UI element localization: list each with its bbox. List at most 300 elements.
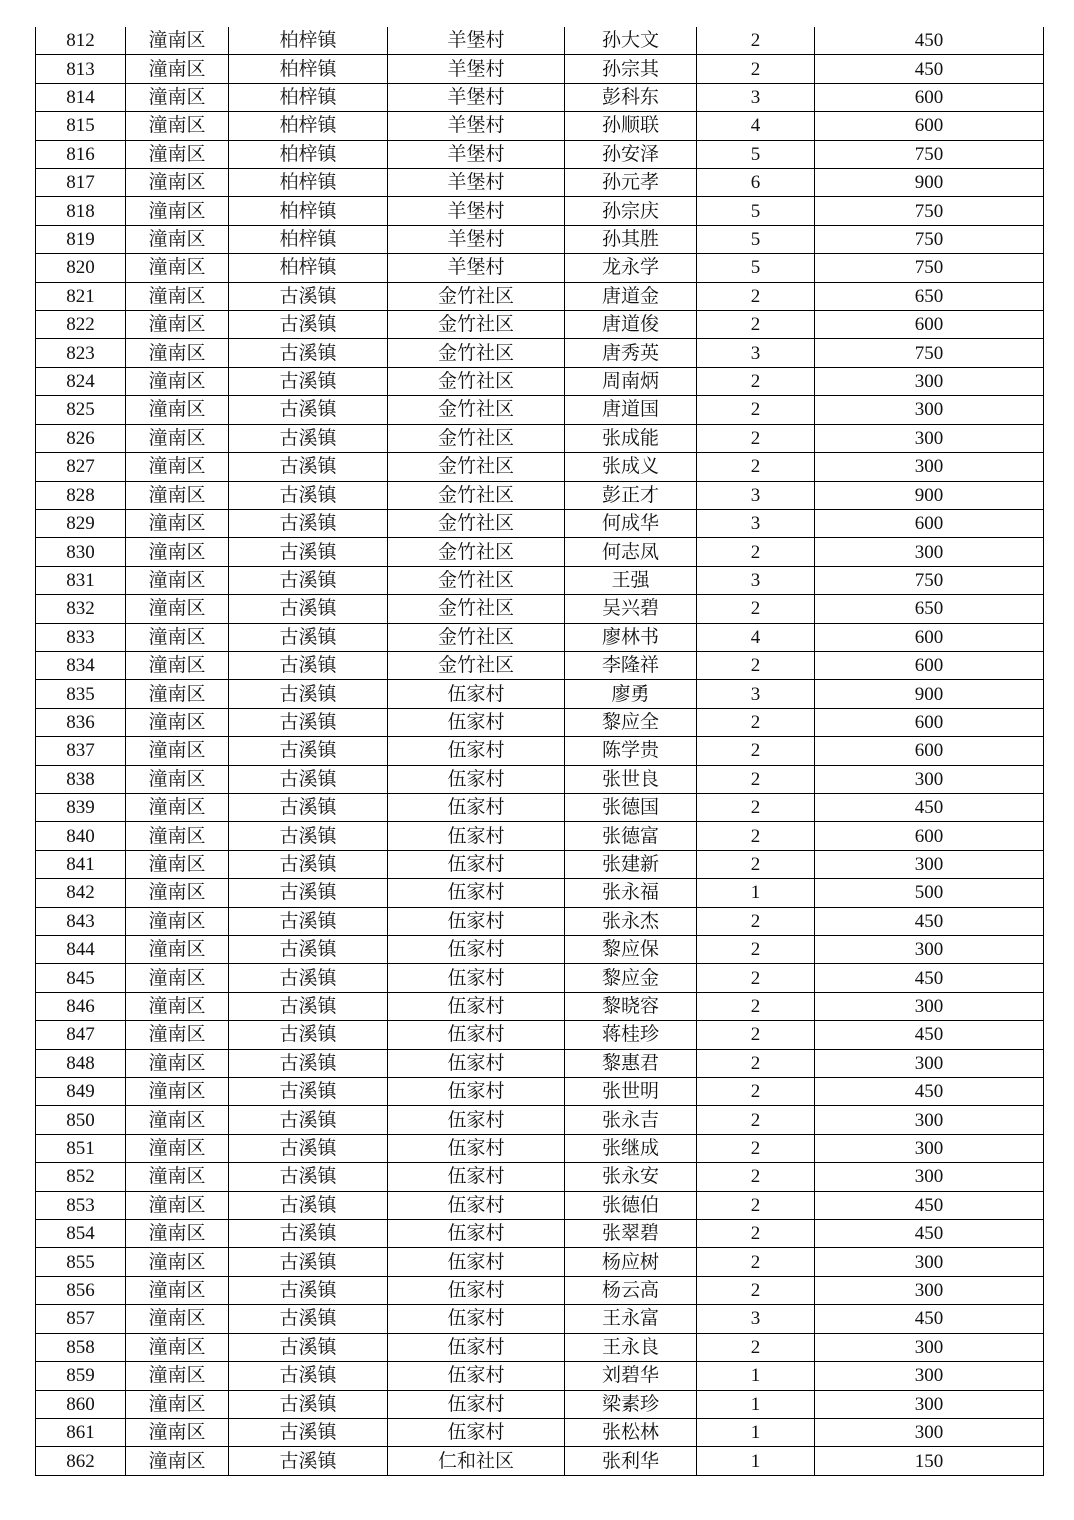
town-cell: 古溪镇 bbox=[229, 1220, 388, 1248]
name-cell: 何志凤 bbox=[565, 538, 697, 566]
amount-cell: 650 bbox=[815, 595, 1044, 623]
table-row bbox=[36, 1106, 1044, 1134]
town-cell: 古溪镇 bbox=[229, 595, 388, 623]
district-cell: 潼南区 bbox=[126, 481, 229, 509]
table-row bbox=[36, 197, 1044, 225]
table-row bbox=[36, 595, 1044, 623]
district-cell: 潼南区 bbox=[126, 339, 229, 367]
table-row bbox=[36, 850, 1044, 878]
town-cell: 柏梓镇 bbox=[229, 169, 388, 197]
district-cell: 潼南区 bbox=[126, 1078, 229, 1106]
name-cell: 唐道俊 bbox=[565, 311, 697, 339]
amount-cell: 600 bbox=[815, 737, 1044, 765]
name-cell: 张永安 bbox=[565, 1163, 697, 1191]
name-cell: 蒋桂珍 bbox=[565, 1021, 697, 1049]
village-cell: 金竹社区 bbox=[388, 651, 565, 679]
amount-cell: 450 bbox=[815, 1021, 1044, 1049]
table-row bbox=[36, 566, 1044, 594]
village-cell: 金竹社区 bbox=[388, 595, 565, 623]
town-cell: 古溪镇 bbox=[229, 1163, 388, 1191]
row-number-cell: 813 bbox=[36, 55, 126, 83]
district-cell: 潼南区 bbox=[126, 140, 229, 168]
town-cell: 古溪镇 bbox=[229, 282, 388, 310]
row-number-cell: 816 bbox=[36, 140, 126, 168]
town-cell: 柏梓镇 bbox=[229, 197, 388, 225]
name-cell: 黎应全 bbox=[565, 708, 697, 736]
district-cell: 潼南区 bbox=[126, 1333, 229, 1361]
row-number-cell: 825 bbox=[36, 396, 126, 424]
town-cell: 古溪镇 bbox=[229, 651, 388, 679]
village-cell: 伍家村 bbox=[388, 1106, 565, 1134]
row-number-cell: 847 bbox=[36, 1021, 126, 1049]
town-cell: 古溪镇 bbox=[229, 311, 388, 339]
row-number-cell: 835 bbox=[36, 680, 126, 708]
district-cell: 潼南区 bbox=[126, 623, 229, 651]
name-cell: 张德富 bbox=[565, 822, 697, 850]
name-cell: 张成能 bbox=[565, 424, 697, 452]
village-cell: 伍家村 bbox=[388, 1276, 565, 1304]
row-number-cell: 848 bbox=[36, 1049, 126, 1077]
table-row bbox=[36, 509, 1044, 537]
name-cell: 孙其胜 bbox=[565, 225, 697, 253]
amount-cell: 750 bbox=[815, 225, 1044, 253]
district-cell: 潼南区 bbox=[126, 538, 229, 566]
name-cell: 王永良 bbox=[565, 1333, 697, 1361]
table-row bbox=[36, 936, 1044, 964]
table-row bbox=[36, 27, 1044, 55]
district-cell: 潼南区 bbox=[126, 793, 229, 821]
table-row bbox=[36, 1134, 1044, 1162]
village-cell: 羊堡村 bbox=[388, 169, 565, 197]
town-cell: 柏梓镇 bbox=[229, 112, 388, 140]
row-number-cell: 840 bbox=[36, 822, 126, 850]
district-cell: 潼南区 bbox=[126, 992, 229, 1020]
district-cell: 潼南区 bbox=[126, 566, 229, 594]
count-cell: 2 bbox=[697, 311, 815, 339]
row-number-cell: 829 bbox=[36, 509, 126, 537]
count-cell: 2 bbox=[697, 1106, 815, 1134]
town-cell: 古溪镇 bbox=[229, 879, 388, 907]
row-number-cell: 844 bbox=[36, 936, 126, 964]
count-cell: 3 bbox=[697, 1305, 815, 1333]
district-cell: 潼南区 bbox=[126, 850, 229, 878]
town-cell: 古溪镇 bbox=[229, 850, 388, 878]
row-number-cell: 827 bbox=[36, 453, 126, 481]
district-cell: 潼南区 bbox=[126, 83, 229, 111]
town-cell: 古溪镇 bbox=[229, 793, 388, 821]
village-cell: 伍家村 bbox=[388, 765, 565, 793]
table-row bbox=[36, 907, 1044, 935]
row-number-cell: 843 bbox=[36, 907, 126, 935]
district-cell: 潼南区 bbox=[126, 1106, 229, 1134]
table-row bbox=[36, 1418, 1044, 1446]
table-row bbox=[36, 424, 1044, 452]
table-row bbox=[36, 169, 1044, 197]
row-number-cell: 855 bbox=[36, 1248, 126, 1276]
row-number-cell: 817 bbox=[36, 169, 126, 197]
village-cell: 羊堡村 bbox=[388, 197, 565, 225]
village-cell: 伍家村 bbox=[388, 1163, 565, 1191]
village-cell: 伍家村 bbox=[388, 1220, 565, 1248]
amount-cell: 300 bbox=[815, 1248, 1044, 1276]
town-cell: 柏梓镇 bbox=[229, 225, 388, 253]
district-cell: 潼南区 bbox=[126, 453, 229, 481]
row-number-cell: 845 bbox=[36, 964, 126, 992]
district-cell: 潼南区 bbox=[126, 907, 229, 935]
row-number-cell: 815 bbox=[36, 112, 126, 140]
district-cell: 潼南区 bbox=[126, 879, 229, 907]
district-cell: 潼南区 bbox=[126, 1418, 229, 1446]
village-cell: 伍家村 bbox=[388, 964, 565, 992]
name-cell: 周南炳 bbox=[565, 367, 697, 395]
name-cell: 张永杰 bbox=[565, 907, 697, 935]
district-cell: 潼南区 bbox=[126, 169, 229, 197]
count-cell: 2 bbox=[697, 907, 815, 935]
district-cell: 潼南区 bbox=[126, 708, 229, 736]
count-cell: 1 bbox=[697, 1418, 815, 1446]
table-row bbox=[36, 737, 1044, 765]
district-cell: 潼南区 bbox=[126, 1021, 229, 1049]
table-row bbox=[36, 1305, 1044, 1333]
district-cell: 潼南区 bbox=[126, 112, 229, 140]
district-cell: 潼南区 bbox=[126, 765, 229, 793]
amount-cell: 600 bbox=[815, 708, 1044, 736]
table-row bbox=[36, 651, 1044, 679]
district-cell: 潼南区 bbox=[126, 1390, 229, 1418]
name-cell: 张成义 bbox=[565, 453, 697, 481]
count-cell: 2 bbox=[697, 282, 815, 310]
count-cell: 2 bbox=[697, 538, 815, 566]
town-cell: 古溪镇 bbox=[229, 538, 388, 566]
row-number-cell: 850 bbox=[36, 1106, 126, 1134]
row-number-cell: 842 bbox=[36, 879, 126, 907]
name-cell: 彭科东 bbox=[565, 83, 697, 111]
village-cell: 伍家村 bbox=[388, 850, 565, 878]
count-cell: 3 bbox=[697, 680, 815, 708]
row-number-cell: 838 bbox=[36, 765, 126, 793]
count-cell: 2 bbox=[697, 793, 815, 821]
row-number-cell: 822 bbox=[36, 311, 126, 339]
row-number-cell: 826 bbox=[36, 424, 126, 452]
table-row bbox=[36, 1220, 1044, 1248]
row-number-cell: 823 bbox=[36, 339, 126, 367]
amount-cell: 600 bbox=[815, 623, 1044, 651]
district-cell: 潼南区 bbox=[126, 936, 229, 964]
table-row bbox=[36, 453, 1044, 481]
town-cell: 柏梓镇 bbox=[229, 27, 388, 55]
district-cell: 潼南区 bbox=[126, 396, 229, 424]
table-row bbox=[36, 1276, 1044, 1304]
name-cell: 唐道金 bbox=[565, 282, 697, 310]
amount-cell: 300 bbox=[815, 1134, 1044, 1162]
row-number-cell: 852 bbox=[36, 1163, 126, 1191]
town-cell: 古溪镇 bbox=[229, 1078, 388, 1106]
amount-cell: 300 bbox=[815, 850, 1044, 878]
amount-cell: 600 bbox=[815, 311, 1044, 339]
village-cell: 羊堡村 bbox=[388, 112, 565, 140]
town-cell: 古溪镇 bbox=[229, 1049, 388, 1077]
row-number-cell: 836 bbox=[36, 708, 126, 736]
name-cell: 黎应保 bbox=[565, 936, 697, 964]
village-cell: 伍家村 bbox=[388, 1191, 565, 1219]
village-cell: 羊堡村 bbox=[388, 140, 565, 168]
amount-cell: 900 bbox=[815, 481, 1044, 509]
village-cell: 金竹社区 bbox=[388, 396, 565, 424]
district-cell: 潼南区 bbox=[126, 595, 229, 623]
row-number-cell: 832 bbox=[36, 595, 126, 623]
name-cell: 黎应金 bbox=[565, 964, 697, 992]
name-cell: 张松林 bbox=[565, 1418, 697, 1446]
data-table bbox=[35, 27, 1044, 1476]
table-row bbox=[36, 140, 1044, 168]
village-cell: 羊堡村 bbox=[388, 225, 565, 253]
town-cell: 柏梓镇 bbox=[229, 83, 388, 111]
district-cell: 潼南区 bbox=[126, 737, 229, 765]
row-number-cell: 851 bbox=[36, 1134, 126, 1162]
count-cell: 2 bbox=[697, 367, 815, 395]
name-cell: 孙宗其 bbox=[565, 55, 697, 83]
village-cell: 金竹社区 bbox=[388, 282, 565, 310]
count-cell: 2 bbox=[697, 1333, 815, 1361]
name-cell: 张翠碧 bbox=[565, 1220, 697, 1248]
amount-cell: 900 bbox=[815, 680, 1044, 708]
town-cell: 柏梓镇 bbox=[229, 140, 388, 168]
count-cell: 2 bbox=[697, 651, 815, 679]
town-cell: 古溪镇 bbox=[229, 1106, 388, 1134]
table-row bbox=[36, 1021, 1044, 1049]
town-cell: 古溪镇 bbox=[229, 424, 388, 452]
name-cell: 唐秀英 bbox=[565, 339, 697, 367]
amount-cell: 750 bbox=[815, 566, 1044, 594]
row-number-cell: 856 bbox=[36, 1276, 126, 1304]
amount-cell: 300 bbox=[815, 765, 1044, 793]
amount-cell: 300 bbox=[815, 538, 1044, 566]
name-cell: 孙宗庆 bbox=[565, 197, 697, 225]
village-cell: 伍家村 bbox=[388, 1418, 565, 1446]
name-cell: 杨云高 bbox=[565, 1276, 697, 1304]
village-cell: 伍家村 bbox=[388, 793, 565, 821]
district-cell: 潼南区 bbox=[126, 1049, 229, 1077]
amount-cell: 300 bbox=[815, 1390, 1044, 1418]
district-cell: 潼南区 bbox=[126, 55, 229, 83]
district-cell: 潼南区 bbox=[126, 1191, 229, 1219]
village-cell: 金竹社区 bbox=[388, 424, 565, 452]
count-cell: 4 bbox=[697, 623, 815, 651]
district-cell: 潼南区 bbox=[126, 1447, 229, 1475]
village-cell: 伍家村 bbox=[388, 1049, 565, 1077]
amount-cell: 750 bbox=[815, 140, 1044, 168]
name-cell: 张世良 bbox=[565, 765, 697, 793]
name-cell: 黎惠君 bbox=[565, 1049, 697, 1077]
row-number-cell: 833 bbox=[36, 623, 126, 651]
village-cell: 金竹社区 bbox=[388, 311, 565, 339]
count-cell: 2 bbox=[697, 1220, 815, 1248]
village-cell: 金竹社区 bbox=[388, 367, 565, 395]
village-cell: 伍家村 bbox=[388, 907, 565, 935]
amount-cell: 300 bbox=[815, 424, 1044, 452]
village-cell: 羊堡村 bbox=[388, 55, 565, 83]
town-cell: 古溪镇 bbox=[229, 1390, 388, 1418]
amount-cell: 300 bbox=[815, 992, 1044, 1020]
count-cell: 6 bbox=[697, 169, 815, 197]
row-number-cell: 839 bbox=[36, 793, 126, 821]
table-row bbox=[36, 1248, 1044, 1276]
count-cell: 2 bbox=[697, 27, 815, 55]
row-number-cell: 820 bbox=[36, 254, 126, 282]
name-cell: 王强 bbox=[565, 566, 697, 594]
table-row bbox=[36, 992, 1044, 1020]
town-cell: 古溪镇 bbox=[229, 680, 388, 708]
table-row bbox=[36, 112, 1044, 140]
row-number-cell: 824 bbox=[36, 367, 126, 395]
amount-cell: 750 bbox=[815, 254, 1044, 282]
table-body bbox=[36, 27, 1044, 1475]
amount-cell: 750 bbox=[815, 339, 1044, 367]
table-row bbox=[36, 765, 1044, 793]
town-cell: 古溪镇 bbox=[229, 1333, 388, 1361]
count-cell: 1 bbox=[697, 1362, 815, 1390]
village-cell: 伍家村 bbox=[388, 879, 565, 907]
district-cell: 潼南区 bbox=[126, 197, 229, 225]
town-cell: 古溪镇 bbox=[229, 765, 388, 793]
table-row bbox=[36, 254, 1044, 282]
count-cell: 2 bbox=[697, 1078, 815, 1106]
row-number-cell: 834 bbox=[36, 651, 126, 679]
count-cell: 2 bbox=[697, 708, 815, 736]
amount-cell: 450 bbox=[815, 55, 1044, 83]
amount-cell: 300 bbox=[815, 367, 1044, 395]
table-row bbox=[36, 793, 1044, 821]
name-cell: 张世明 bbox=[565, 1078, 697, 1106]
row-number-cell: 837 bbox=[36, 737, 126, 765]
table-row bbox=[36, 1447, 1044, 1475]
town-cell: 古溪镇 bbox=[229, 566, 388, 594]
amount-cell: 300 bbox=[815, 1418, 1044, 1446]
district-cell: 潼南区 bbox=[126, 311, 229, 339]
table-row bbox=[36, 1362, 1044, 1390]
row-number-cell: 849 bbox=[36, 1078, 126, 1106]
district-cell: 潼南区 bbox=[126, 27, 229, 55]
amount-cell: 450 bbox=[815, 964, 1044, 992]
village-cell: 仁和社区 bbox=[388, 1447, 565, 1475]
town-cell: 柏梓镇 bbox=[229, 55, 388, 83]
village-cell: 伍家村 bbox=[388, 1390, 565, 1418]
name-cell: 张利华 bbox=[565, 1447, 697, 1475]
count-cell: 3 bbox=[697, 481, 815, 509]
row-number-cell: 861 bbox=[36, 1418, 126, 1446]
row-number-cell: 862 bbox=[36, 1447, 126, 1475]
amount-cell: 450 bbox=[815, 1191, 1044, 1219]
table-row bbox=[36, 680, 1044, 708]
amount-cell: 450 bbox=[815, 907, 1044, 935]
village-cell: 伍家村 bbox=[388, 1021, 565, 1049]
count-cell: 5 bbox=[697, 197, 815, 225]
district-cell: 潼南区 bbox=[126, 424, 229, 452]
row-number-cell: 830 bbox=[36, 538, 126, 566]
name-cell: 廖林书 bbox=[565, 623, 697, 651]
name-cell: 孙顺联 bbox=[565, 112, 697, 140]
town-cell: 古溪镇 bbox=[229, 936, 388, 964]
count-cell: 2 bbox=[697, 1191, 815, 1219]
village-cell: 金竹社区 bbox=[388, 453, 565, 481]
name-cell: 杨应树 bbox=[565, 1248, 697, 1276]
table-row bbox=[36, 538, 1044, 566]
name-cell: 何成华 bbox=[565, 509, 697, 537]
table-row bbox=[36, 1333, 1044, 1361]
table-row bbox=[36, 481, 1044, 509]
table-row bbox=[36, 623, 1044, 651]
district-cell: 潼南区 bbox=[126, 1220, 229, 1248]
row-number-cell: 819 bbox=[36, 225, 126, 253]
row-number-cell: 846 bbox=[36, 992, 126, 1020]
table-row bbox=[36, 55, 1044, 83]
amount-cell: 300 bbox=[815, 1163, 1044, 1191]
name-cell: 张德国 bbox=[565, 793, 697, 821]
table-row bbox=[36, 1390, 1044, 1418]
town-cell: 古溪镇 bbox=[229, 992, 388, 1020]
village-cell: 伍家村 bbox=[388, 992, 565, 1020]
count-cell: 2 bbox=[697, 396, 815, 424]
district-cell: 潼南区 bbox=[126, 1305, 229, 1333]
village-cell: 金竹社区 bbox=[388, 623, 565, 651]
name-cell: 张继成 bbox=[565, 1134, 697, 1162]
amount-cell: 600 bbox=[815, 112, 1044, 140]
amount-cell: 450 bbox=[815, 1305, 1044, 1333]
village-cell: 伍家村 bbox=[388, 737, 565, 765]
count-cell: 2 bbox=[697, 1021, 815, 1049]
district-cell: 潼南区 bbox=[126, 1248, 229, 1276]
table-row bbox=[36, 83, 1044, 111]
amount-cell: 300 bbox=[815, 936, 1044, 964]
table-row bbox=[36, 1078, 1044, 1106]
town-cell: 古溪镇 bbox=[229, 481, 388, 509]
town-cell: 古溪镇 bbox=[229, 1021, 388, 1049]
name-cell: 黎晓容 bbox=[565, 992, 697, 1020]
count-cell: 2 bbox=[697, 1163, 815, 1191]
village-cell: 伍家村 bbox=[388, 1248, 565, 1276]
town-cell: 古溪镇 bbox=[229, 1305, 388, 1333]
count-cell: 3 bbox=[697, 83, 815, 111]
village-cell: 伍家村 bbox=[388, 708, 565, 736]
name-cell: 王永富 bbox=[565, 1305, 697, 1333]
count-cell: 3 bbox=[697, 566, 815, 594]
table-row bbox=[36, 708, 1044, 736]
district-cell: 潼南区 bbox=[126, 225, 229, 253]
count-cell: 2 bbox=[697, 453, 815, 481]
name-cell: 孙元孝 bbox=[565, 169, 697, 197]
amount-cell: 450 bbox=[815, 1220, 1044, 1248]
village-cell: 伍家村 bbox=[388, 822, 565, 850]
count-cell: 5 bbox=[697, 140, 815, 168]
village-cell: 金竹社区 bbox=[388, 481, 565, 509]
table-row bbox=[36, 964, 1044, 992]
village-cell: 伍家村 bbox=[388, 1333, 565, 1361]
name-cell: 彭正才 bbox=[565, 481, 697, 509]
count-cell: 2 bbox=[697, 936, 815, 964]
amount-cell: 600 bbox=[815, 509, 1044, 537]
town-cell: 柏梓镇 bbox=[229, 254, 388, 282]
table-row bbox=[36, 1049, 1044, 1077]
row-number-cell: 860 bbox=[36, 1390, 126, 1418]
count-cell: 2 bbox=[697, 765, 815, 793]
name-cell: 孙大文 bbox=[565, 27, 697, 55]
count-cell: 2 bbox=[697, 595, 815, 623]
name-cell: 孙安泽 bbox=[565, 140, 697, 168]
row-number-cell: 831 bbox=[36, 566, 126, 594]
amount-cell: 300 bbox=[815, 396, 1044, 424]
row-number-cell: 828 bbox=[36, 481, 126, 509]
table-row bbox=[36, 1191, 1044, 1219]
